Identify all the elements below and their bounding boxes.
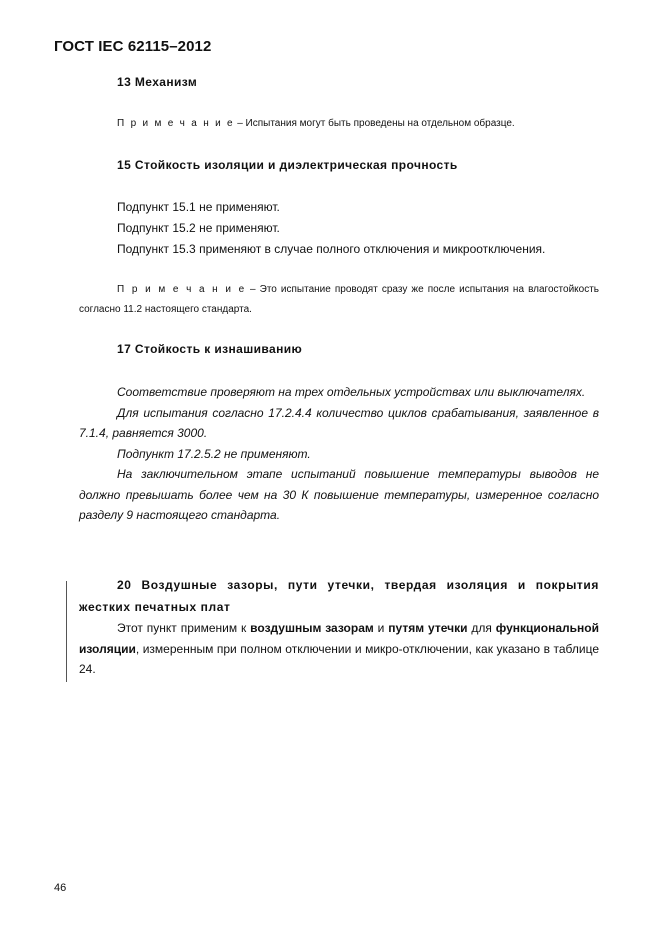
text-run: Этот пункт применим к xyxy=(117,621,251,635)
term-creepage: путям утечки xyxy=(388,621,468,635)
change-marker-bar xyxy=(66,581,67,682)
page-number: 46 xyxy=(54,882,67,894)
term-air-gaps: воздушным зазорам xyxy=(250,621,374,635)
term-functional-insulation: функциональной изоляции xyxy=(79,621,600,656)
note-label: П р и м е ч а н и е xyxy=(117,284,246,295)
section-17-heading: 17 Стойкость к изнашиванию xyxy=(117,342,303,356)
text-run: , измеренным при полном отключении и микро-отключении, как указано в таблице 24. xyxy=(79,641,599,676)
paragraph: Соответствие проверяют на трех отдельных устройствах или выключателях. xyxy=(117,385,586,399)
section-13-note xyxy=(117,114,515,134)
section-15-heading: 15 Стойкость изоляции и диэлектрическая прочность xyxy=(117,158,458,172)
note-text: – Это испытание проводят сразу же после испытания на влагостойкость согласно 11.2 настоящего стандарта. xyxy=(79,284,600,315)
paragraph: Подпункт 17.2.5.2 не применяют. xyxy=(117,446,311,461)
document-header: ГОСТ IEC 62115–2012 xyxy=(54,38,212,55)
section-17-body xyxy=(79,382,599,526)
section-15-line: Подпункт 15.1 не применяют. xyxy=(117,200,280,214)
paragraph: Для испытания согласно 17.2.4.4 количество циклов срабатывания, заявленное в 7.1.4, равняется 3000. xyxy=(79,405,599,440)
section-15-line: Подпункт 15.2 не применяют. xyxy=(117,221,280,235)
note-text: – Испытания могут быть проведены на отдельном образце. xyxy=(234,118,515,129)
section-20-paragraph xyxy=(79,618,599,680)
section-15-note xyxy=(79,280,599,320)
paragraph: На заключительном этапе испытаний повышение температуры выводов не должно превышать более чем на 30 К повышение температуры, измеренное согласно разделу 9 настоящего стандарта. xyxy=(79,467,599,522)
text-run: для xyxy=(467,621,496,635)
section-20-heading: 20 Воздушные зазоры, пути утечки, твердая изоляция и покрытия жестких печатных плат xyxy=(79,578,599,614)
section-15-line: Подпункт 15.3 применяют в случае полного отключения и микроотключения. xyxy=(117,242,546,256)
note-label: П р и м е ч а н и е xyxy=(117,118,235,129)
text-run: и xyxy=(373,621,389,635)
section-13-heading: 13 Механизм xyxy=(117,75,198,89)
